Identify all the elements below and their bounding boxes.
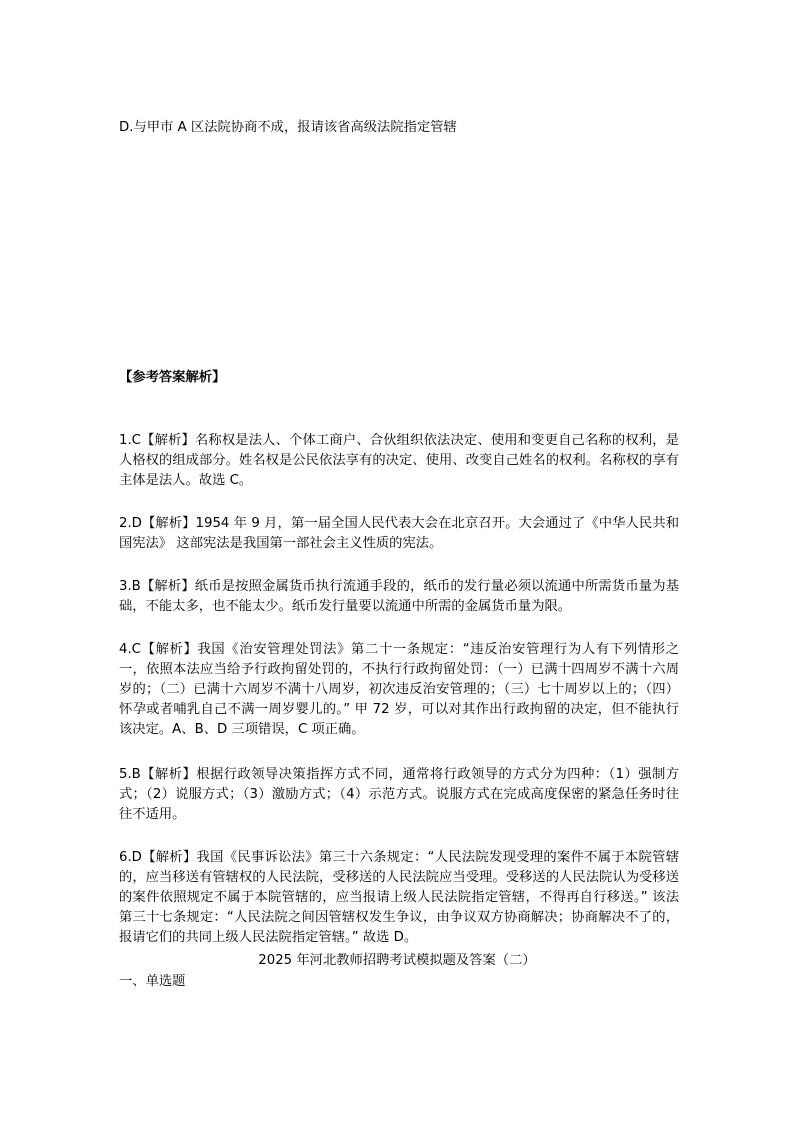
next-test-title: 2025 年河北教师招聘考试模拟题及答案（二） [258,953,536,968]
option-d: D.与甲市 A 区法院协商不成，报请该省高级法院指定管辖 [119,120,457,135]
section-heading-single-choice: 一、单选题 [119,974,186,989]
answer-section-header: 【参考答案解析】 [119,370,226,385]
answer-5: 5.B【解析】根据行政领导决策指挥方式不同，通常将行政领导的方式分为四种：（1）强制方式；（2）说服方式；（3）激励方式；（4）示范方式。说服方式在完成高度保密的紧急任务时往往不适用。 [119,767,679,822]
answer-2: 2.D【解析】1954 年 9 月，第一届全国人民代表大会在北京召开。大会通过了《中华人民共和国宪法》 这部宪法是我国第一部社会主义性质的宪法。 [119,516,679,551]
answer-3: 3.B【解析】纸币是按照金属货币执行流通手段的，纸币的发行量必须以流通中所需货币量为基础，不能太多，也不能太少。纸币发行量要以流通中所需的金属货币量为限。 [119,579,679,614]
answer-6: 6.D【解析】我国《民事诉讼法》第三十六条规定：“人民法院发现受理的案件不属于本院管辖的，应当移送有管辖权的人民法院，受移送的人民法院应当受理。受移送的人民法院认为受移送的案件依照规定不属于本院管辖的，应当报请上级人民法院指定管辖，不得再自行移送。” 该法第三十七条规定：“人民法院之间因管辖权发生争议，由争议双方协商解决；协商解决不了的，报请它们的共同上级人民法院指定管辖。” 故选 D。 [119,850,679,945]
answer-4: 4.C【解析】我国《治安管理处罚法》第二十一条规定：“违反治安管理行为人有下列情形之一，依照本法应当给予行政拘留处罚的，不执行行政拘留处罚：（一）已满十四周岁不满十六周岁的；（二）已满十六周岁不满十八周岁，初次违反治安管理的；（三）七十周岁以上的；（四）怀孕或者哺乳自己不满一周岁婴儿的。” 甲 72 岁，可以对其作出行政拘留的决定，但不能执行该决定。A、B、D 三项错误，C 项正确。 [119,642,679,737]
answer-1: 1.C【解析】名称权是法人、个体工商户、合伙组织依法决定、使用和变更自己名称的权利，是人格权的组成部分。姓名权是公民依法享有的决定、使用、改变自己姓名的权利。名称权的享有主体是法人。故选 C。 [119,433,679,488]
